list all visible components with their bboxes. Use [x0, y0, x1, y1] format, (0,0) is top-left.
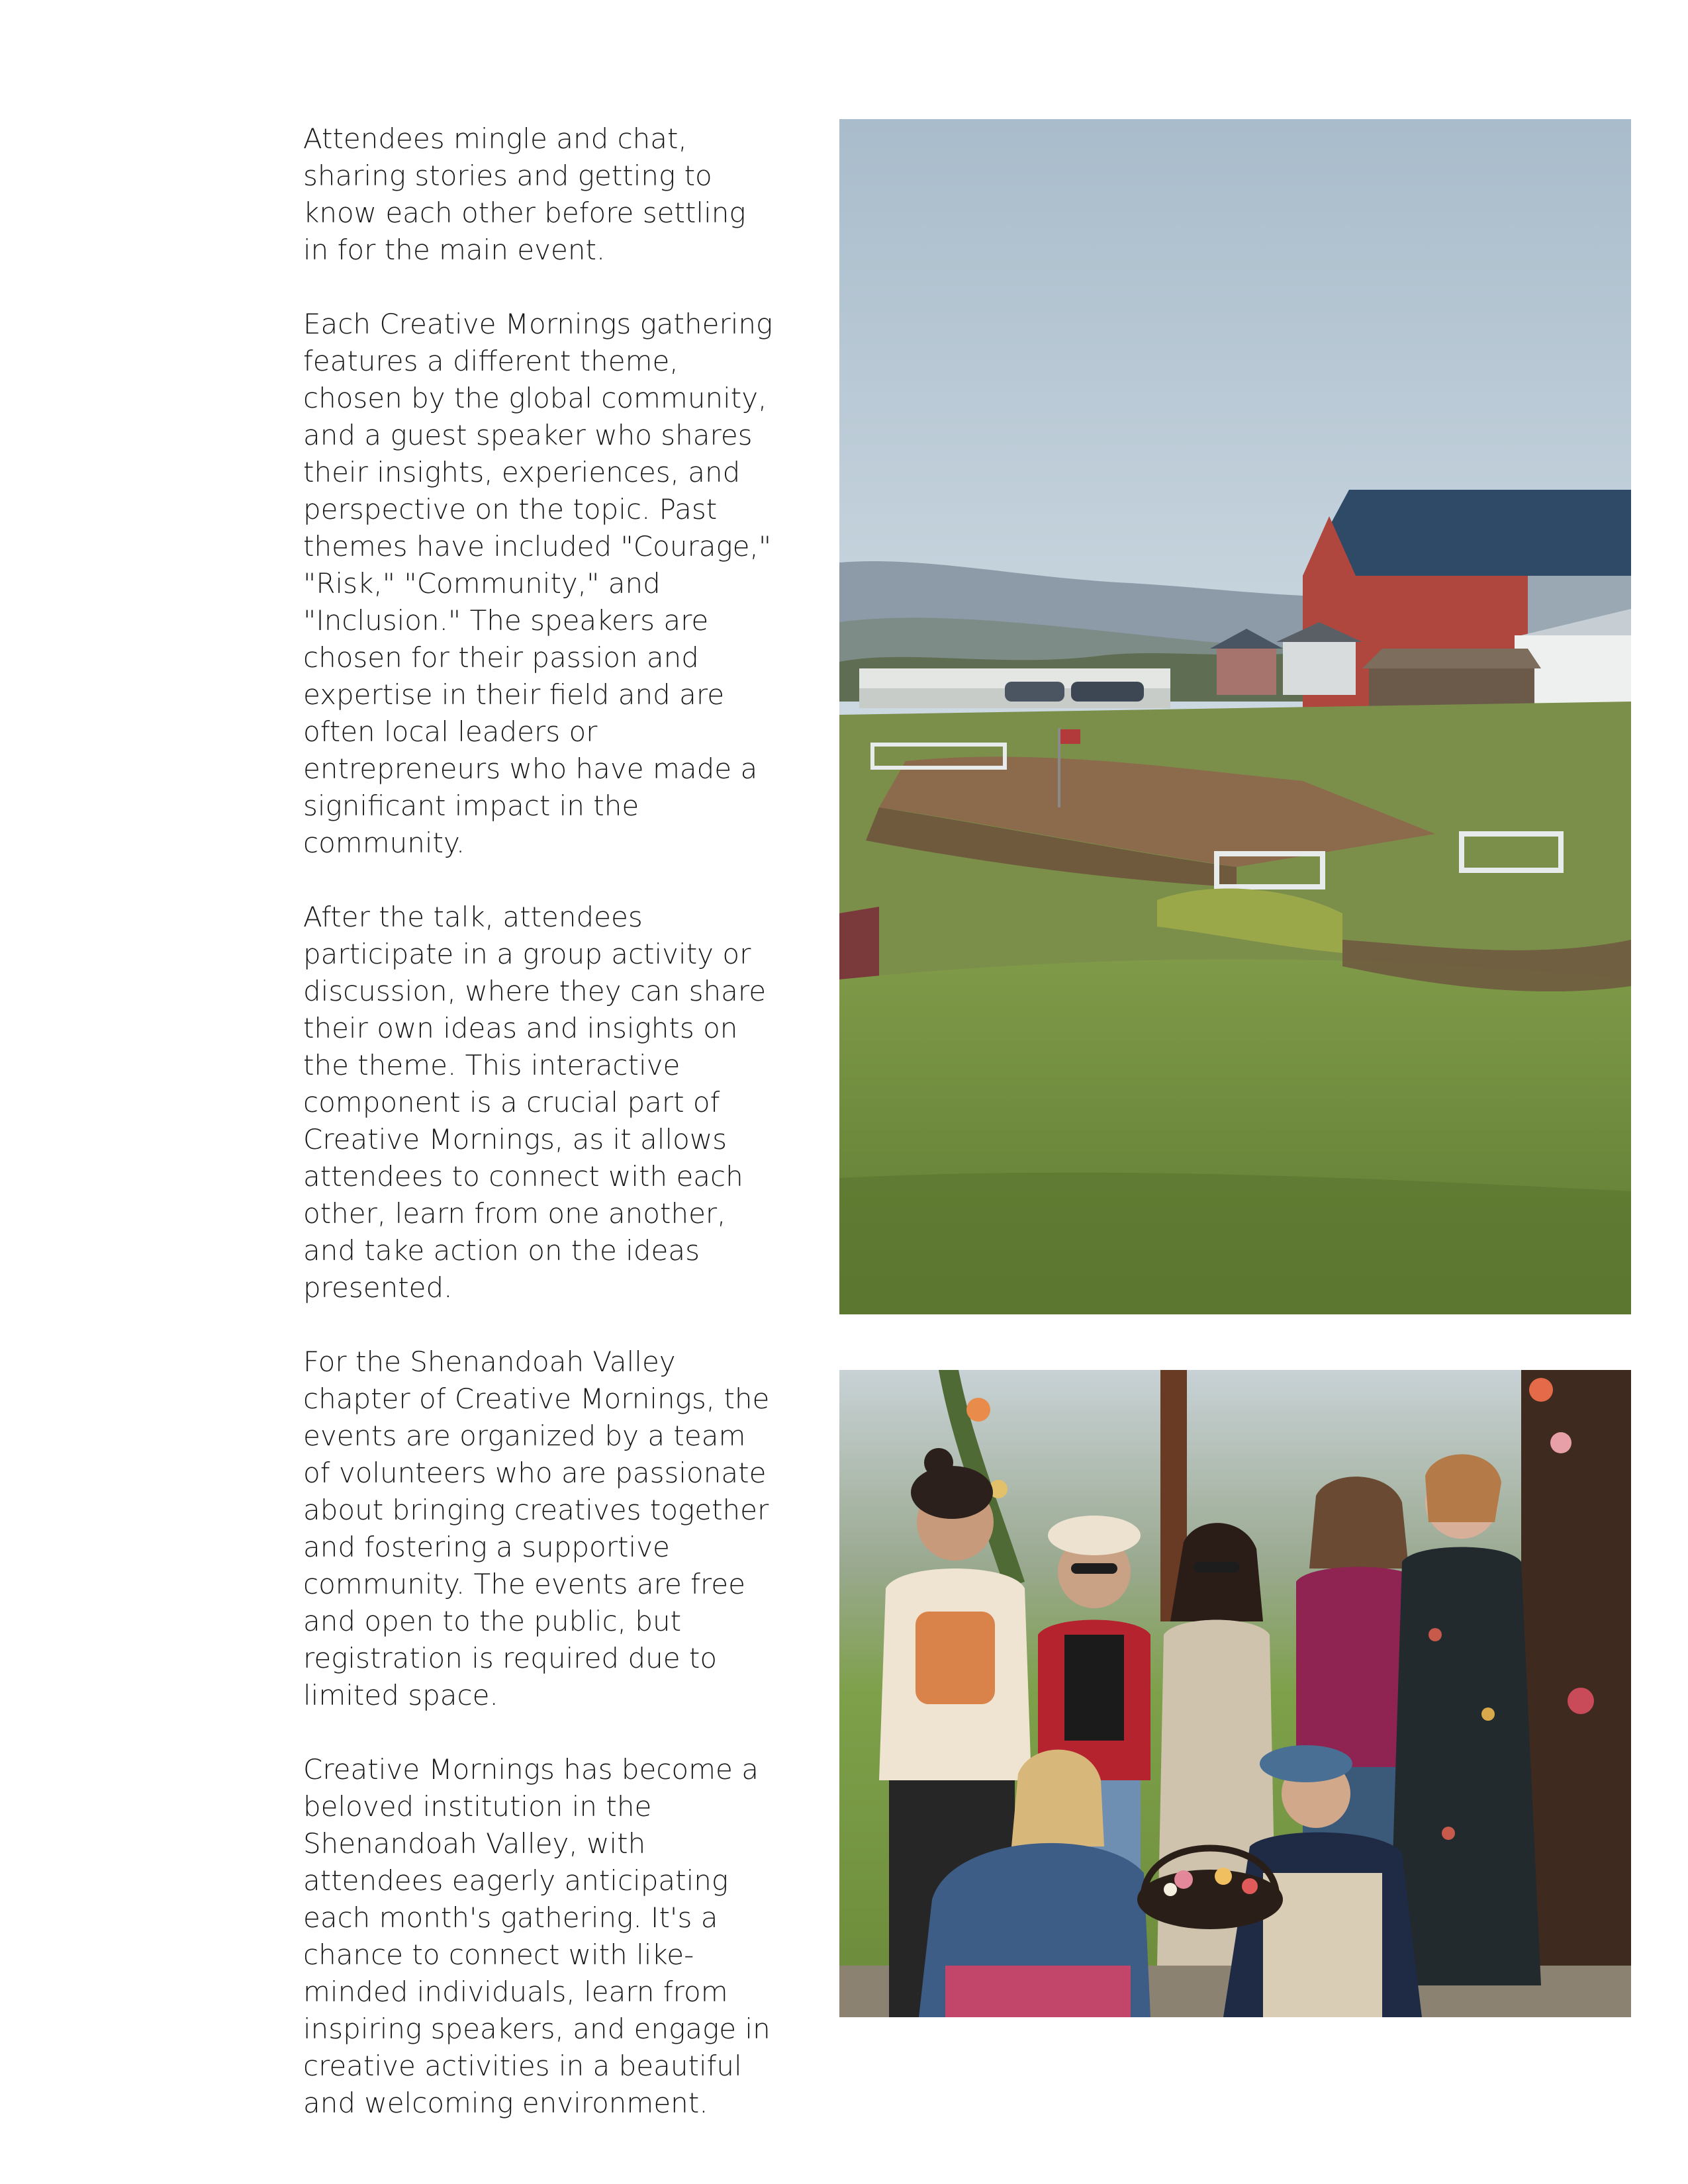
- group-of-women-photo: [839, 1370, 1631, 2017]
- article-text: [303, 120, 780, 2159]
- paragraph-mingle: Attendees mingle and chat, sharing stories and getting to know each other before settling in for the main event.: [303, 122, 746, 266]
- farm-landscape-icon: [839, 119, 1631, 1314]
- paragraph-institution: Creative Mornings has become a beloved institution in the Shenandoah Valley, with attendees eagerly anticipating each month's gathering. It's a chance to connect with like-minded individuals, learn from inspiring speakers, and engage in creative activities in a beautiful and welcoming environment.: [303, 1753, 771, 2119]
- paragraph-volunteers: For the Shenandoah Valley chapter of Creative Mornings, the events are organized by a team of volunteers who are passionate about bringing creatives together and fostering a supportive community. The events are free and open to the public, but registration is required due to limited space.: [303, 1345, 770, 1711]
- paragraph-activity: After the talk, attendees participate in a group activity or discussion, where they can share their own ideas and insights on the theme. This interactive component is a crucial part of Creative Mornings, as it allows attendees to connect with each other, learn from one another, and take action on the ideas presented.: [303, 901, 767, 1304]
- group-photo-icon: [839, 1370, 1631, 2017]
- farm-landscape-photo: [839, 119, 1631, 1314]
- paragraph-themes: Each Creative Mornings gathering features a different theme, chosen by the global community, and a guest speaker who shares their insights, experiences, and perspective on the topic. Past themes have included "Courage," "Risk," "Community," and "Inclusion." The speakers are chosen for their passion and expertise in their field and are often local leaders or entrepreneurs who have made a significant impact in the community.: [303, 308, 773, 859]
